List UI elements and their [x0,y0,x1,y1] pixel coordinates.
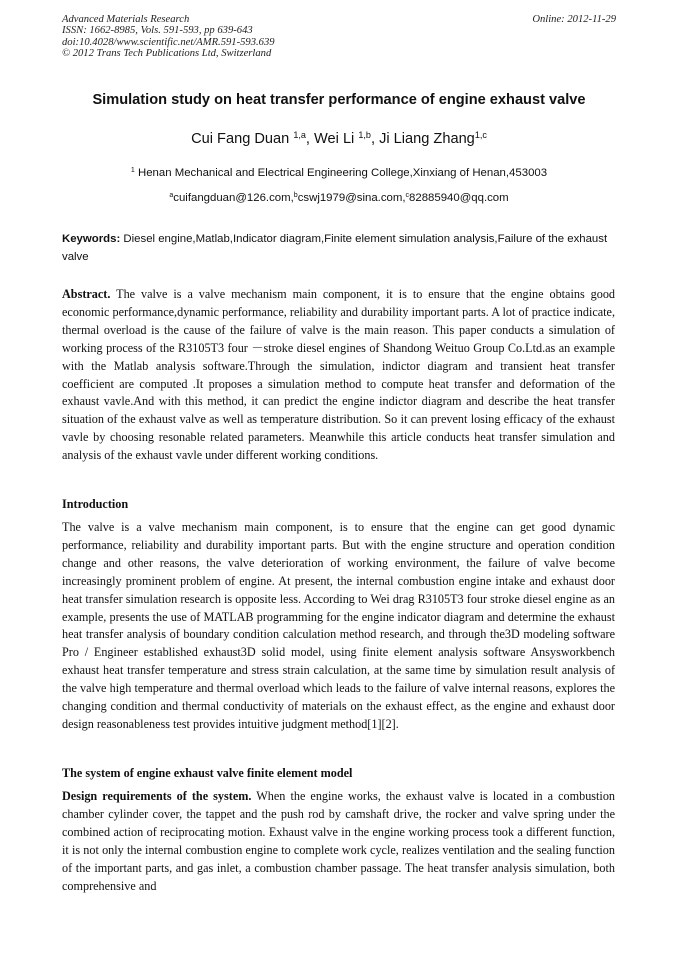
email-mark: b [293,192,298,200]
author-separator: , [305,131,315,147]
author-emails [40,192,638,204]
online-date: Online: 2012-11-29 [532,14,616,25]
keywords [62,231,618,266]
email-mark: a [169,192,174,200]
introduction-heading: Introduction [62,497,129,511]
affiliation-text: Henan Mechanical and Electrical Engineering College,Xinxiang of Henan,453003 [138,167,548,179]
issn-line: ISSN: 1662-8985, Vols. 591-593, pp 639-643 [62,25,253,37]
author-affiliation-mark: 1,c [474,130,487,141]
email-text: 82885940@qq.com [409,192,509,204]
keywords-label: Keywords: [62,233,121,245]
section-paragraph [62,788,615,895]
doi-line: doi:10.4028/www.scientific.net/AMR.591-593.639 [62,36,275,48]
email-text: cswj1979@sina.com, [297,192,406,204]
abstract-text: The valve is a valve mechanism main component, it is to ensure that the engine obtains good economic performance,dynamic performance, reliability and durability important parts. A lot of practice indicate, thermal overload is the cause of the failure of valve is the main reason. This paper conducts a simulation of working process of the R3105T3 four －stroke diesel engines of Shandong Weituo Group Co.Ltd.as an example with the Matlab analysis software.Through the simulation, indictor diagram and transient heat transfer coefficient are computed .It proposes a simulation method to compute heat transfer and deformation of the exhaust vavle.And with this method, it can predict the engine indictor diagram and describe the heat transfer situation of the exhaust valve as well as temperature distribution. So it can prevent losing efficacy of the exhaust vavle by choosing resonable related parameters. Meanwhile this article conducts heat transfer simulation and analysis of the exhaust vavle under different working conditions. [62,287,616,463]
email-mark: c [405,192,410,200]
abstract [62,286,615,465]
paper-title: Simulation study on heat transfer performance of engine exhaust valve [92,92,586,108]
copyright-line: © 2012 Trans Tech Publications Ltd, Switzerland [62,48,272,60]
subsection-label: Design requirements of the system. [62,789,252,803]
section-text: When the engine works, the exhaust valve is located in a combustion chamber cylinder cover, the tappet and the push rod by camshaft drive, the rocker and valve spring under the combined action of reciprocating motion. Exhaust valve in the engine working process took a different function, it is not only the internal combustion engine to complete work cycle, realizes ventilation and the sealing function of the important parts, and gas inlet, a combustion chamber passage. The heat transfer analysis simulation, both comprehensive and [62,789,616,893]
author-affiliation-mark: 1,b [358,130,371,141]
author-name: Cui Fang Duan [191,131,290,147]
affiliation-mark: 1 [130,167,135,175]
email-text: cuifangduan@126.com, [173,192,294,204]
journal-name: Advanced Materials Research [62,14,190,25]
author-list [40,131,638,147]
keywords-text: Diesel engine,Matlab,Indicator diagram,Finite element simulation analysis,Failure of the exhaust valve [62,233,608,263]
author-name: Wei Li [314,131,355,147]
author-affiliation-mark: 1,a [293,130,306,141]
abstract-label: Abstract. [62,287,111,301]
introduction-text: The valve is a valve mechanism main component, is to ensure that the engine can get good dynamic performance, reliability and durability important parts. But with the engine structure and operation condition change and other reasons, the valve deterioration of working environment, the failure of valve become increasingly prominent problem of engine. At present, the internal combustion engine intake and exhaust door heat transfer simulation research is opposite less. According to Wei drag R3105T3 four stroke diesel engine as an example, presents the use of MATLAB programming for the engine indicator diagram and determine the exhaust heat transfer analysis of boundary condition calculation method research, and through the3D modeling software Pro / Engineer established exhaust3D solid model, using finite element analysis software Ansysworkbench exhaust heat transfer temperature and stress strain calculation, at the same time by simulation result analysis of the valve high temperature and thermal overload which leads to the failure of valve internal reasons, explores the changing condition and thermal conductivity of materials on the exhaust effect, as the engine and exhaust door design reasonableness test provides intuitive judgment method[1][2]. [62,520,615,731]
affiliation [40,167,638,179]
author-name: Ji Liang Zhang [379,131,475,147]
author-separator: , [370,131,380,147]
journal-header [62,14,616,60]
section-heading: The system of engine exhaust valve finite element model [62,766,353,780]
